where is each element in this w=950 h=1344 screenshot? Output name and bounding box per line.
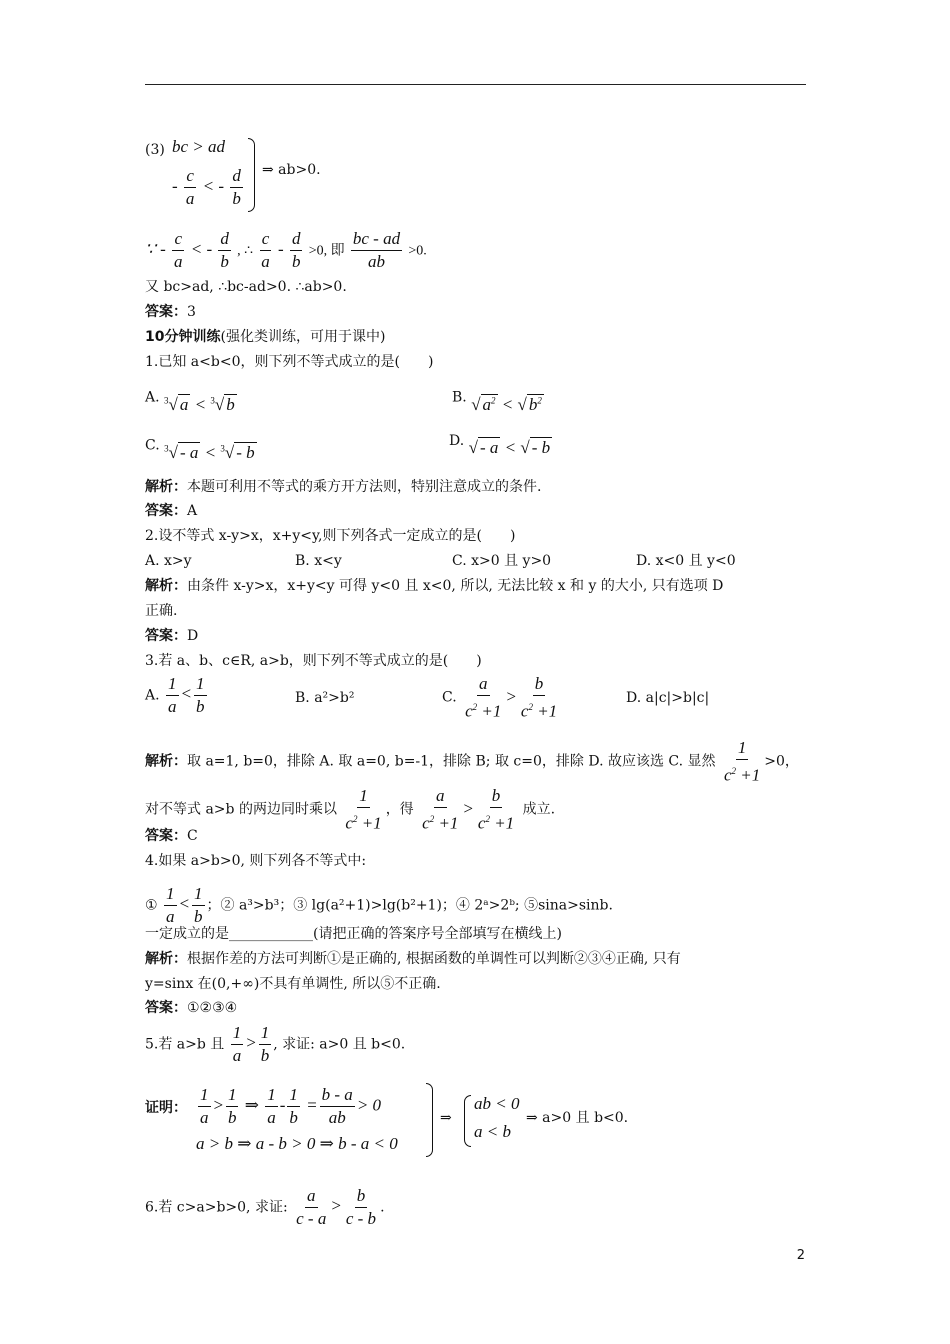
p3-label: (3) <box>145 142 165 158</box>
q3-option-a: A. $\frac{1}{a}$ < $\frac{1}{b}$ <box>145 674 205 716</box>
q4-answer: 答案：①②③④ <box>145 1000 238 1016</box>
q3-answer: 答案：C <box>145 828 198 844</box>
q3-option-c: C. $\frac{a}{c^2 +1}$ > $\frac{b}{c^2 +1}$ <box>442 674 558 721</box>
q2-option-c: C. x>0 且 y>0 <box>452 553 552 569</box>
q5-system-2: a < b <box>474 1122 511 1141</box>
right-brace <box>248 138 255 212</box>
q2-option-d: D. x<0 且 y<0 <box>636 553 736 569</box>
q1-answer: 答案：A <box>145 503 198 519</box>
section-title: 10分钟训练(强化类训练，可用于课中) <box>145 329 386 345</box>
q2-explanation: 解析：由条件 x-y>x，x+y<y 可得 y<0 且 x<0, 所以, 无法比较 x 和 y 的大小, 只有选项 D <box>145 578 724 594</box>
q3-stem: 3.若 a、b、c∈R, a>b，则下列不等式成立的是( ) <box>145 653 482 669</box>
p3-eq2: - $\frac{c}{a}$ < - $\frac{d}{b}$ <box>172 166 241 208</box>
q6-stem: 6.若 c>a>b>0, 求证: $\frac{a}{c - a}$ > $\frac{b}{c - b}$ . <box>145 1186 385 1228</box>
because-line: ∵ - $\frac{c}{a}$ < - $\frac{d}{b}$ , ∴ $\frac{c}{a}$ - $\frac{d}{b}$ >0, 即 $\frac{bc - ad}{ab}$ >0. <box>145 229 427 271</box>
q5-proof-row1: $\frac{1}{a}$ > $\frac{1}{b}$ ⇒ $\frac{1}{a}$ - $\frac{1}{b}$ = $\frac{b - a}{ab}$ > 0 <box>200 1085 382 1127</box>
line3: 又 bc>ad, ∴bc-ad>0. ∴ab>0. <box>145 279 347 295</box>
header-rule <box>145 84 806 85</box>
q2-answer: 答案：D <box>145 628 199 644</box>
q5-proof-label: 证明： <box>145 1100 187 1116</box>
q5-implies: ⇒ <box>440 1110 452 1126</box>
system-brace <box>464 1095 471 1147</box>
q5-result: ⇒ a>0 且 b<0. <box>526 1110 629 1126</box>
q1-option-c: C. $^3$√ - a < $^3$√ - b <box>145 437 255 462</box>
q5-system-1: ab < 0 <box>474 1094 520 1113</box>
p3-eq1: bc > ad <box>172 137 226 156</box>
q5-proof-row2: a > b ⇒ a - b > 0 ⇒ b - a < 0 <box>196 1134 398 1153</box>
q3-explanation-2: 对不等式 a>b 的两边同时乘以 $\frac{1}{c^2 +1}$ ，得 $\frac{a}{c^2 +1}$ > $\frac{b}{c^2 +1}$ 成立. <box>145 786 556 833</box>
answer-3: 答案：3 <box>145 304 196 320</box>
q4-items: ① $\frac{1}{a}$ < $\frac{1}{b}$ ；② a³>b³；③ lg(a²+1)>lg(b²+1)；④ 2ᵃ>2ᵇ; ⑤sina>sinb. <box>145 884 613 926</box>
proof-right-brace <box>426 1083 433 1157</box>
q1-option-d: D. √ - a < √ - b <box>449 433 551 457</box>
q1-option-b: B. √ $a^2$ < √ $b^2$ <box>452 389 542 414</box>
p3-implies: ⇒ ab>0. <box>262 162 321 178</box>
q4-explanation: 解析：根据作差的方法可判断①是正确的, 根据函数的单调性可以判断②③④正确, 只有 <box>145 951 681 967</box>
q3-explanation: 解析：取 a=1, b=0，排除 A. 取 a=0, b=-1，排除 B; 取 c=0，排除 D. 故应该选 C. 显然 $\frac{1}{c^2 +1}$ >0， <box>145 738 799 785</box>
q3-option-b: B. a²>b² <box>295 690 355 706</box>
q2-option-b: B. x<y <box>295 553 342 569</box>
q1-option-a: A. $^3$√ a < $^3$√ b <box>145 389 235 414</box>
q5-stem: 5.若 a>b 且 $\frac{1}{a}$ > $\frac{1}{b}$ , 求证: a>0 且 b<0. <box>145 1023 406 1065</box>
q2-explanation-2: 正确. <box>145 603 178 619</box>
q1-stem: 1.已知 a<b<0，则下列不等式成立的是( ) <box>145 354 434 370</box>
q2-option-a: A. x>y <box>145 553 192 569</box>
page-number: 2 <box>796 1248 805 1263</box>
q4-explanation-2: y=sinx 在(0,+∞)不具有单调性, 所以⑤不正确. <box>145 976 441 992</box>
q1-explanation: 解析：本题可利用不等式的乘方开方法则，特别注意成立的条件. <box>145 479 542 495</box>
q4-stem: 4.如果 a>b>0, 则下列各不等式中: <box>145 853 367 869</box>
q2-stem: 2.设不等式 x-y>x，x+y<y,则下列各式一定成立的是( ) <box>145 528 516 544</box>
q4-blank: 一定成立的是____________(请把正确的答案序号全部填写在横线上) <box>145 926 562 942</box>
q3-option-d: D. a|c|>b|c| <box>626 690 710 706</box>
